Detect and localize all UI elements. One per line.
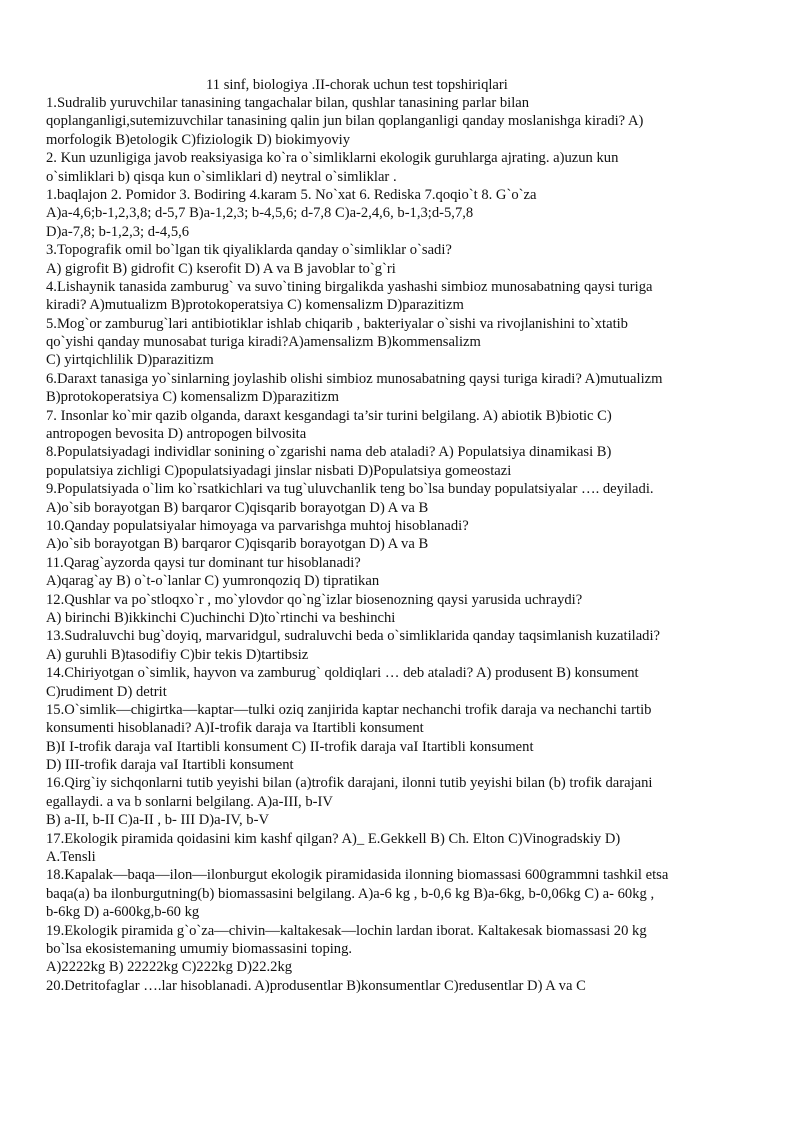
- text-line: baqa(a) ba ilonburgutning(b) biomassasini belgilang. A)a-6 kg , b-0,6 kg B)a-6kg, b-0,06kg C) a- 60kg ,: [46, 885, 655, 902]
- text-line: B)I I-trofik daraja vaI Itartibli konsument C) II-trofik daraja vaI Itartibli konsument: [46, 738, 534, 755]
- text-line: A)2222kg B) 22222kg C)222kg D)22.2kg: [46, 959, 293, 976]
- text-line: qo`yishi qanday munosabat turiga kiradi?A)amensalizm B)kommensalizm: [46, 334, 481, 351]
- text-line: bo`lsa ekosistemaning umumiy biomassasini toping.: [46, 940, 353, 957]
- text-line: qoplanganligi,sutemizuvchilar tanasining qalin jun bilan qoplanganligi qanday moslanishga kiradi? A): [46, 113, 644, 130]
- document-title: 11 sinf, biologiya .II-chorak uchun test topshiriqlari: [206, 77, 508, 93]
- text-line: 1.baqlajon 2. Pomidor 3. Bodiring 4.karam 5. No`xat 6. Rediska 7.qoqio`t 8. G`o`za: [46, 186, 537, 203]
- text-line: konsumenti hisoblanadi? A)I-trofik daraja va Itartibli konsument: [46, 720, 424, 737]
- text-line: A) gigrofit B) gidrofit C) kserofit D) A va B javoblar to`g`ri: [46, 260, 396, 277]
- text-line: 1.Sudralib yuruvchilar tanasining tangachalar bilan, qushlar tanasining parlar bilan: [46, 95, 530, 111]
- questions-body: [46, 94, 766, 995]
- text-line: 15.O`simlik—chigirtka—kaptar—tulki oziq zanjirida kaptar nechanchi trofik daraja va nechanchi tartib: [46, 701, 652, 718]
- text-line: 5.Mog`or zamburug`lari antibiotiklar ishlab chiqarib , bakteriyalar o`sishi va rivojlanishini to`xtatib: [46, 315, 628, 332]
- text-line: 2. Kun uzunligiga javob reaksiyasiga ko`ra o`simliklarni ekologik guruhlarga ajrating. a)uzun kun: [46, 150, 619, 167]
- text-line: 6.Daraxt tanasiga yo`sinlarning joylashib olishi simbioz munosabatning qaysi turiga kiradi? A)mutualizm: [46, 370, 663, 387]
- text-line: A) birinchi B)ikkinchi C)uchinchi D)to`rtinchi va beshinchi: [46, 609, 396, 626]
- text-line: morfologik B)etologik C)fiziologik D) biokimyoviy: [46, 131, 351, 148]
- text-line: 3.Topografik omil bo`lgan tik qiyaliklarda qanday o`simliklar o`sadi?: [46, 242, 452, 259]
- text-line: 18.Kapalak—baqa—ilon—ilonburgut ekologik piramidasida ilonning biomassasi 600grammni tashkil etsa: [46, 867, 669, 884]
- text-line: 11.Qarag`ayzorda qaysi tur dominant tur hisoblanadi?: [46, 554, 361, 571]
- text-line: D) III-trofik daraja vaI Itartibli konsument: [46, 757, 294, 774]
- text-line: 9.Populatsiyada o`lim ko`rsatkichlari va tug`uluvchanlik teng bo`lsa bunday populatsiyalar …. deyiladi.: [46, 481, 654, 498]
- text-line: A) guruhli B)tasodifiy C)bir tekis D)tartibsiz: [46, 646, 309, 663]
- text-line: D)a-7,8; b-1,2,3; d-4,5,6: [46, 223, 190, 240]
- text-line: A)qarag`ay B) o`t-o`lanlar C) yumronqoziq D) tipratikan: [46, 573, 380, 590]
- text-line: B) a-II, b-II C)a-II , b- III D)a-IV, b-V: [46, 812, 269, 829]
- text-line: 4.Lishaynik tanasida zamburug` va suvo`tining birgalikda yashashi simbioz munosabatning qaysi turiga: [46, 278, 653, 295]
- text-line: A)o`sib borayotgan B) barqaror C)qisqarib borayotgan D) A va B: [46, 499, 429, 516]
- text-line: A.Tensli: [46, 849, 96, 866]
- text-line: A)a-4,6;b-1,2,3,8; d-5,7 B)a-1,2,3; b-4,5,6; d-7,8 C)a-2,4,6, b-1,3;d-5,7,8: [46, 205, 474, 222]
- text-line: 13.Sudraluvchi bug`doyiq, marvaridgul, sudraluvchi beda o`simliklarida qanday taqsimlanish kuzatiladi?: [46, 628, 661, 645]
- text-line: B)protokoperatsiya C) komensalizm D)parazitizm: [46, 389, 340, 406]
- text-line: b-6kg D) a-600kg,b-60 kg: [46, 904, 200, 921]
- text-line: 19.Ekologik piramida g`o`za—chivin—kaltakesak—lochin lardan iborat. Kaltakesak biomassasi 20 kg: [46, 922, 647, 939]
- text-line: 7. Insonlar ko`mir qazib olganda, daraxt kesgandagi ta’sir turini belgilang. A) abiotik B)biotic C): [46, 407, 612, 424]
- text-line: 8.Populatsiyadagi individlar sonining o`zgarishi nama deb ataladi? A) Populatsiya dinamikasi B): [46, 444, 612, 461]
- text-line: A)o`sib borayotgan B) barqaror C)qisqarib borayotgan D) A va B: [46, 536, 429, 553]
- text-line: 12.Qushlar va po`stloqxo`r , mo`ylovdor qo`ng`izlar biosenozning qaysi yarusida uchraydi?: [46, 591, 583, 608]
- text-line: antropogen bevosita D) antropogen bilvosita: [46, 426, 307, 443]
- text-line: populatsiya zichligi C)populatsiyadagi jinslar nisbati D)Populatsiya gomeostazi: [46, 462, 512, 479]
- text-line: kiradi? A)mutualizm B)protokoperatsiya C) komensalizm D)parazitizm: [46, 297, 464, 314]
- text-line: 16.Qirg`iy sichqonlarni tutib yeyishi bilan (a)trofik darajani, ilonni tutib yeyishi bilan (b) trofik darajani: [46, 775, 653, 792]
- text-line: C)rudiment D) detrit: [46, 683, 167, 700]
- text-line: o`simliklari b) qisqa kun o`simliklari d) neytral o`simliklar .: [46, 168, 397, 185]
- text-line: 14.Chiriyotgan o`simlik, hayvon va zamburug` qoldiqlari … deb ataladi? A) produsent B) konsument: [46, 665, 639, 682]
- text-line: C) yirtqichlilik D)parazitizm: [46, 352, 214, 369]
- text-line: 20.Detritofaglar ….lar hisoblanadi. A)produsentlar B)konsumentlar C)redusentlar D) A va C: [46, 977, 586, 994]
- text-line: 10.Qanday populatsiyalar himoyaga va parvarishga muhtoj hisoblanadi?: [46, 517, 469, 534]
- text-line: 17.Ekologik piramida qoidasini kim kashf qilgan? A)_ E.Gekkell B) Ch. Elton C)Vinogradskiy D): [46, 830, 621, 847]
- text-line: egallaydi. a va b sonlarni belgilang. A)a-III, b-IV: [46, 793, 333, 810]
